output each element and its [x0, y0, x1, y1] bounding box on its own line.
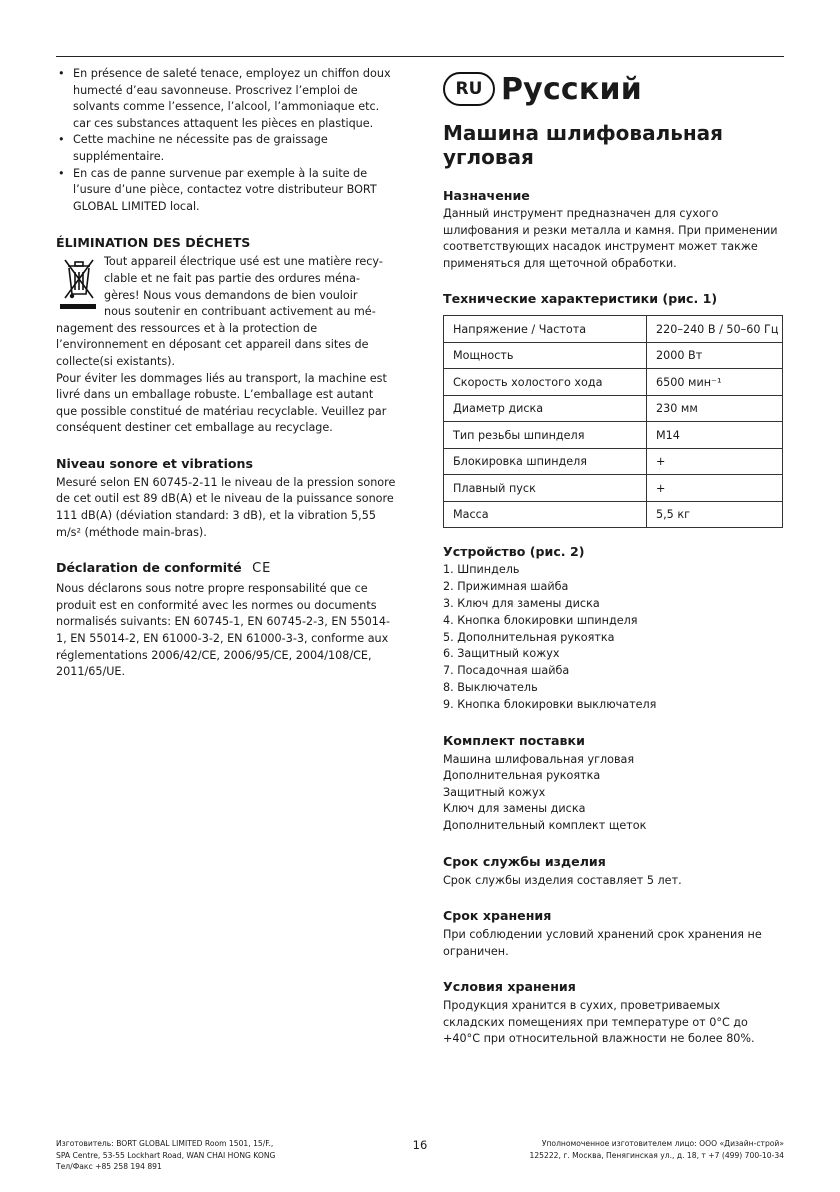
device-heading: Устройство (рис. 2)	[443, 544, 585, 560]
disposal-text: nagement des ressources et à la protection de l’environnement en déposant cet appareil dans sites de collecte(si existants).	[56, 321, 369, 368]
left-column	[56, 66, 396, 681]
disposal-line: gères! Nous vous demandons de bien vouloir	[104, 288, 358, 302]
storage-conditions-heading: Условия хранения	[443, 979, 576, 995]
kit-heading: Комплект поставки	[443, 732, 585, 748]
disposal-line: nous soutenir en contribuant activement au mé-	[104, 305, 376, 319]
language-title: Русский	[501, 71, 642, 107]
footer-line: Уполномоченное изготовителем лицо: ООО «Дизайн-строй»	[541, 1139, 784, 1148]
noise-text: Mesuré selon EN 60745-2-11 le niveau de la pression sonore de cet outil est 89 dB(A) et le niveau de la puissance sonore 111 dB(A) (déviation standard: 3 dB), et la vibration 5,55 m/s² (méthode main-bras).	[56, 475, 396, 539]
list-item: Защитный кожух	[443, 785, 546, 799]
conformity-heading	[56, 559, 396, 577]
specs-heading: Технические характеристики (рис. 1)	[443, 291, 718, 307]
service-life-text: Срок службы изделия составляет 5 лет.	[443, 873, 682, 887]
spec-label: Напряжение / Частота	[444, 316, 647, 343]
page-number: 16	[412, 1138, 428, 1152]
list-item: 5. Дополнительная рукоятка	[443, 630, 615, 644]
spec-value: +	[647, 475, 783, 502]
table-row	[444, 501, 783, 528]
authorized-representative-info	[514, 1138, 784, 1161]
top-rule	[56, 56, 784, 57]
list-item: 2. Прижимная шайба	[443, 580, 569, 594]
kit-list	[443, 752, 783, 835]
footer-line: Изготовитель: BORT GLOBAL LIMITED Room 1501, 15/F.,	[56, 1139, 274, 1148]
table-row	[444, 369, 783, 396]
spec-label: Тип резьбы шпинделя	[444, 422, 647, 449]
right-column	[443, 66, 783, 1048]
spec-value: 2000 Вт	[647, 342, 783, 369]
list-item: 1. Шпиндель	[443, 563, 520, 577]
list-item: Ключ для замены диска	[443, 802, 586, 816]
footer-line: Тел/Факс +85 258 194 891	[56, 1162, 162, 1172]
table-row	[444, 475, 783, 502]
service-life-heading: Срок службы изделия	[443, 853, 606, 869]
list-item: 7. Посадочная шайба	[443, 664, 570, 678]
spec-value: 230 мм	[647, 395, 783, 422]
list-item: 8. Выключатель	[443, 680, 538, 694]
table-row	[444, 395, 783, 422]
list-item: 9. Кнопка блокировки выключателя	[443, 697, 657, 711]
crossed-out-bin-icon	[56, 254, 100, 314]
parts-list	[443, 562, 783, 713]
spec-label: Плавный пуск	[444, 475, 647, 502]
conformity-text: Nous déclarons sous notre propre responsabilité que ce produit est en conformité avec les normes ou documents normalisés suivants: EN 60745-1, EN 60745-2-3, EN 55014-1, EN 55014-2, EN 61000-3-2, EN 61000-3-3, conforme aux réglementations 2006/42/CE, 2006/95/CE, 2004/108/CE, 2011/65/UE.	[56, 582, 391, 679]
table-row	[444, 342, 783, 369]
list-item: Дополнительный комплект щеток	[443, 818, 647, 832]
table-row	[444, 448, 783, 475]
manufacturer-info	[56, 1138, 326, 1173]
list-item: Машина шлифовальная угловая	[443, 752, 635, 766]
footer-line: 125222, г. Москва, Пенягинская ул., д. 18, т +7 (499) 700-10-34	[529, 1150, 784, 1160]
language-header	[443, 66, 783, 112]
spec-value: 220–240 В / 50–60 Гц	[647, 316, 783, 343]
purpose-text: Данный инструмент предназначен для сухого шлифования и резки металла и камня. При применении соответствующих насадок инструмент может также применяться для щеточной обработки.	[443, 207, 778, 270]
ce-mark-icon: CE	[252, 561, 272, 577]
bullet-item: • Cette machine ne nécessite pas de graissage supplémentaire.	[56, 132, 396, 165]
spec-label: Масса	[444, 501, 647, 528]
disposal-line: Tout appareil électrique usé est une matière recy-	[104, 255, 383, 269]
conformity-heading-text: Déclaration de conformité	[56, 560, 242, 576]
spec-label: Скорость холостого хода	[444, 369, 647, 396]
purpose-heading: Назначение	[443, 188, 530, 203]
list-item: Дополнительная рукоятка	[443, 769, 601, 783]
disposal-heading: ÉLIMINATION DES DÉCHETS	[56, 235, 251, 251]
storage-period-text: При соблюдении условий хранений срок хранения не ограничен.	[443, 928, 762, 958]
spec-value: 5,5 кг	[647, 501, 783, 528]
list-item: 6. Защитный кожух	[443, 647, 560, 661]
spec-value: M14	[647, 422, 783, 449]
footer-line: SPA Centre, 53-55 Lockhart Road, WAN CHAI HONG KONG	[56, 1150, 276, 1160]
table-row	[444, 422, 783, 449]
noise-heading: Niveau sonore et vibrations	[56, 455, 254, 471]
bullet-item: • En présence de saleté tenace, employez un chiffon doux humecté d’eau savonneuse. Proscrivez l’emploi de solvants comme l’essence, l’alcool, l’ammoniaque etc. car ces substances attaquent les pièces en plastique.	[56, 66, 396, 132]
product-title: Машина шлифовальная угловая	[443, 121, 724, 169]
spec-label: Диаметр диска	[444, 395, 647, 422]
storage-conditions-text: Продукция хранится в сухих, проветриваемых складских помещениях при температуре от 0°С до +40°С при относительной влажности не более 80%.	[443, 999, 755, 1046]
spec-label: Мощность	[444, 342, 647, 369]
bullet-item: • En cas de panne survenue par exemple à la suite de l’usure d’une pièce, contactez votre distributeur BORT GLOBAL LIMITED local.	[56, 166, 396, 216]
spec-value: 6500 мин⁻¹	[647, 369, 783, 396]
language-badge: RU	[443, 72, 495, 106]
table-row	[444, 316, 783, 343]
disposal-line: clable et ne fait pas partie des ordures ména-	[104, 271, 360, 285]
spec-label: Блокировка шпинделя	[444, 448, 647, 475]
spec-value: +	[647, 448, 783, 475]
transport-text: Pour éviter les dommages liés au transport, la machine est livré dans un emballage robuste. L’emballage est autant que possible constitué de matériau recyclable. Veuillez par conséquent destiner cet emballage au recyclage.	[56, 371, 387, 435]
maintenance-bullets	[56, 66, 396, 215]
specs-table	[443, 315, 783, 528]
list-item: 4. Кнопка блокировки шпинделя	[443, 613, 638, 627]
disposal-block	[56, 254, 396, 437]
list-item: 3. Ключ для замены диска	[443, 596, 600, 610]
storage-period-heading: Срок хранения	[443, 908, 552, 924]
